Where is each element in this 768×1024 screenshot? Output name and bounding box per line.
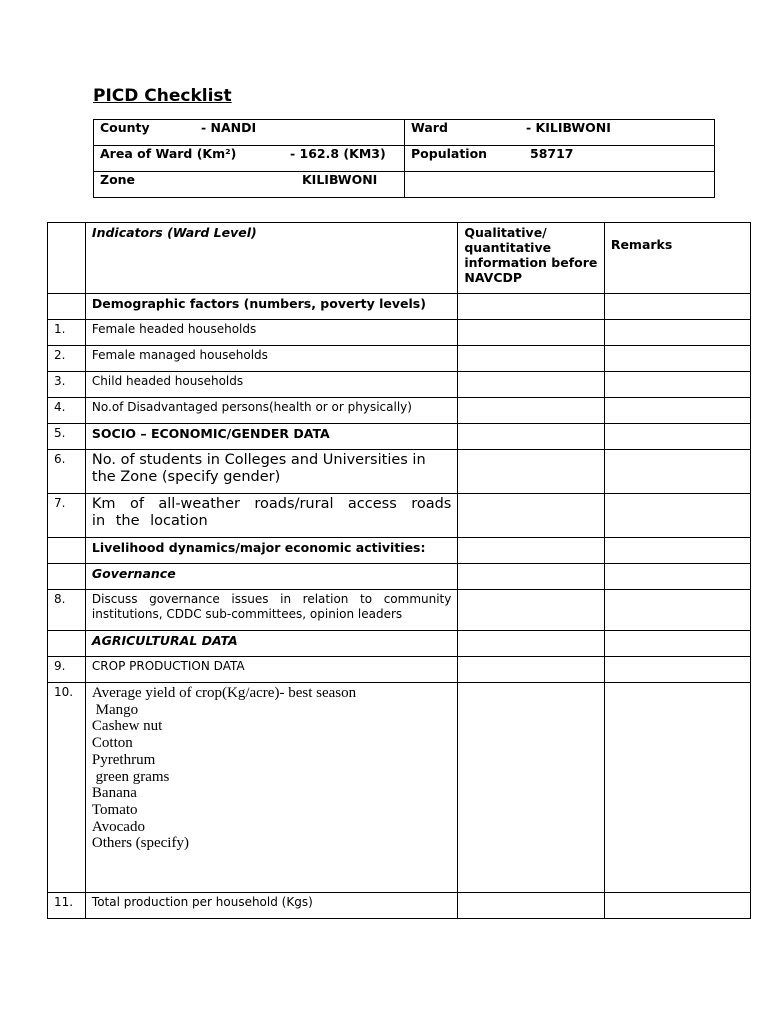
row-number xyxy=(48,294,86,320)
qualitative-cell[interactable] xyxy=(458,372,604,398)
remarks-cell[interactable] xyxy=(604,372,750,398)
qualitative-cell[interactable] xyxy=(458,398,604,424)
table-row xyxy=(48,450,751,494)
row-number: 2. xyxy=(48,346,86,372)
table-row xyxy=(48,294,751,320)
zone-label: Zone xyxy=(100,172,136,187)
row-number: 10. xyxy=(48,683,86,893)
qualitative-cell[interactable] xyxy=(458,657,604,683)
remarks-cell[interactable] xyxy=(604,494,750,538)
row-number xyxy=(48,631,86,657)
table-row xyxy=(48,590,751,631)
row-indicator: Governance xyxy=(85,564,457,590)
num-header-cell xyxy=(48,223,86,294)
area-label: Area of Ward (Km²) xyxy=(100,146,237,161)
row-indicator: No.of Disadvantaged persons(health or or physically) xyxy=(85,398,457,424)
crop-line: Average yield of crop(Kg/acre)- best season xyxy=(91,685,357,701)
qualitative-cell[interactable] xyxy=(458,320,604,346)
crop-line: Tomato xyxy=(91,801,138,818)
qualitative-cell[interactable] xyxy=(458,494,604,538)
county-cell xyxy=(94,120,405,146)
row-number: 4. xyxy=(48,398,86,424)
document-title: PICD Checklist xyxy=(93,86,232,106)
row-indicator: AGRICULTURAL DATA xyxy=(85,631,457,657)
area-cell xyxy=(94,146,405,172)
table-row xyxy=(48,320,751,346)
row-number xyxy=(48,564,86,590)
qualitative-cell[interactable] xyxy=(458,424,604,450)
remarks-cell[interactable] xyxy=(604,320,750,346)
info-row xyxy=(94,120,715,146)
qualitative-cell[interactable] xyxy=(458,893,604,919)
header-row xyxy=(48,223,751,294)
county-value: - NANDI xyxy=(201,120,257,135)
remarks-cell[interactable] xyxy=(604,657,750,683)
remarks-cell[interactable] xyxy=(604,398,750,424)
remarks-cell[interactable] xyxy=(604,683,750,893)
row-indicator: Female managed households xyxy=(85,346,457,372)
row-indicator: Discuss governance issues in relation to community institutions, CDDC sub-committees, opinion leaders xyxy=(85,590,457,631)
crop-line: Cotton xyxy=(91,735,133,752)
ward-value: - KILIBWONI xyxy=(526,120,611,135)
zone-cell xyxy=(94,172,405,198)
population-label: Population xyxy=(411,146,488,161)
row-number: 8. xyxy=(48,590,86,631)
row-indicator: Livelihood dynamics/major economic activities: xyxy=(85,538,457,564)
remarks-cell[interactable] xyxy=(604,893,750,919)
qualitative-cell[interactable] xyxy=(458,564,604,590)
qualitative-cell[interactable] xyxy=(458,450,604,494)
row-number: 3. xyxy=(48,372,86,398)
row-number: 5. xyxy=(48,424,86,450)
row-indicator: Demographic factors (numbers, poverty levels) xyxy=(85,294,457,320)
remarks-cell[interactable] xyxy=(604,294,750,320)
remarks-cell[interactable] xyxy=(604,450,750,494)
crop-line: Pyrethrum xyxy=(91,751,156,768)
info-row xyxy=(94,146,715,172)
table-row xyxy=(48,346,751,372)
crop-line: green grams xyxy=(91,768,170,785)
row-indicator: Km of all-weather roads/rural access roads in the location xyxy=(85,494,457,538)
checklist-table xyxy=(47,222,751,919)
remarks-cell[interactable] xyxy=(604,590,750,631)
qualitative-cell[interactable] xyxy=(458,683,604,893)
indicators-header: Indicators (Ward Level) xyxy=(85,223,457,294)
table-row xyxy=(48,683,751,893)
row-number: 1. xyxy=(48,320,86,346)
table-row xyxy=(48,538,751,564)
row-indicator: Child headed households xyxy=(85,372,457,398)
ward-info-table xyxy=(93,119,715,198)
remarks-header: Remarks xyxy=(604,223,750,294)
ward-label: Ward xyxy=(411,120,448,135)
crop-line: Others (specify) xyxy=(91,835,189,852)
ward-cell xyxy=(405,120,715,146)
table-row xyxy=(48,564,751,590)
table-row xyxy=(48,631,751,657)
population-value: 58717 xyxy=(530,146,574,161)
table-row xyxy=(48,893,751,919)
population-cell xyxy=(405,146,715,172)
crop-line: Cashew nut xyxy=(91,718,163,735)
row-number: 9. xyxy=(48,657,86,683)
row-number: 6. xyxy=(48,450,86,494)
row-indicator: SOCIO – ECONOMIC/GENDER DATA xyxy=(85,424,457,450)
row-indicator: No. of students in Colleges and Universities in the Zone (specify gender) xyxy=(85,450,457,494)
qualitative-cell[interactable] xyxy=(458,294,604,320)
crop-line: Avocado xyxy=(91,818,145,835)
remarks-cell[interactable] xyxy=(604,631,750,657)
row-number xyxy=(48,538,86,564)
qualitative-cell[interactable] xyxy=(458,631,604,657)
crop-line: Banana xyxy=(91,785,137,802)
crop-list-cell xyxy=(85,683,457,893)
table-row xyxy=(48,494,751,538)
row-number: 7. xyxy=(48,494,86,538)
qualitative-cell[interactable] xyxy=(458,346,604,372)
zone-value: KILIBWONI xyxy=(302,172,378,187)
row-indicator: Female headed households xyxy=(85,320,457,346)
remarks-cell[interactable] xyxy=(604,564,750,590)
crop-line: Mango xyxy=(91,701,139,718)
table-row xyxy=(48,372,751,398)
table-row xyxy=(48,424,751,450)
county-label: County xyxy=(100,120,150,135)
row-indicator: CROP PRODUCTION DATA xyxy=(85,657,457,683)
row-indicator: Total production per household (Kgs) xyxy=(85,893,457,919)
empty-cell xyxy=(405,172,715,198)
qualitative-header: Qualitative/ quantitative information before NAVCDP xyxy=(458,223,604,294)
info-row xyxy=(94,172,715,198)
remarks-cell[interactable] xyxy=(604,346,750,372)
qualitative-cell[interactable] xyxy=(458,538,604,564)
remarks-cell[interactable] xyxy=(604,424,750,450)
row-number: 11. xyxy=(48,893,86,919)
table-row xyxy=(48,657,751,683)
area-value: - 162.8 (KM3) xyxy=(290,146,386,161)
qualitative-cell[interactable] xyxy=(458,590,604,631)
table-row xyxy=(48,398,751,424)
remarks-cell[interactable] xyxy=(604,538,750,564)
